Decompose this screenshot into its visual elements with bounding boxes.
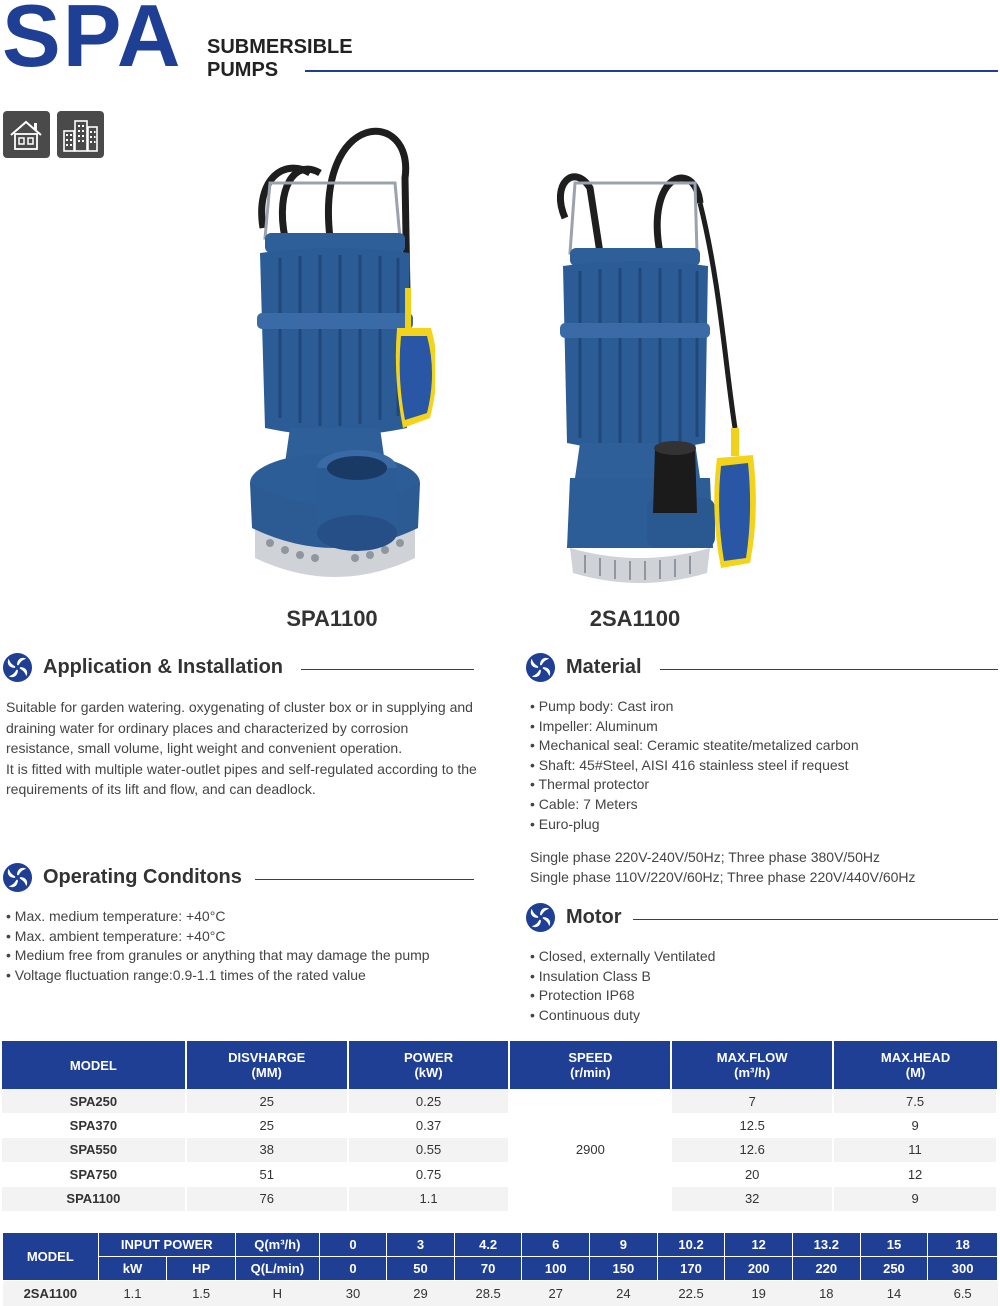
head-value-cell: 22.5 xyxy=(657,1281,725,1306)
header-discharge: DISVHARGE (MM) xyxy=(186,1041,348,1089)
power-cell: 0.75 xyxy=(348,1162,510,1186)
q-lmin-value: 250 xyxy=(860,1257,928,1281)
head-cell: 12 xyxy=(833,1162,997,1186)
operating-list xyxy=(6,907,496,985)
q-lmin-value: 100 xyxy=(522,1257,590,1281)
head-value-cell: 27 xyxy=(522,1281,590,1306)
application-description xyxy=(6,697,478,800)
header-max-flow: MAX.FLOW (m³/h) xyxy=(671,1041,833,1089)
q-lmin-value: 300 xyxy=(928,1257,998,1281)
q-m3h-value: 10.2 xyxy=(657,1233,725,1257)
brand-title: SPA xyxy=(2,0,183,85)
q-lmin-value: 50 xyxy=(387,1257,455,1281)
head-value-cell: 29 xyxy=(387,1281,455,1306)
kw-cell: 1.1 xyxy=(98,1281,167,1306)
power-cell: 0.55 xyxy=(348,1138,510,1162)
perf-header-row-2 xyxy=(3,1257,998,1281)
list-item: • Pump body: Cast iron xyxy=(530,697,990,717)
subtitle-line-2: PUMPS xyxy=(207,59,279,81)
operating-heading xyxy=(2,862,242,893)
model-cell: SPA750 xyxy=(2,1162,186,1186)
head-cell: 9 xyxy=(833,1113,997,1137)
fan-icon xyxy=(525,902,556,933)
application-paragraph-1: Suitable for garden watering. oxygenating of cluster box or in supplying and draining water for ordinary places and characterized by corrosion resistance, small volume, light weight and convenient operation. xyxy=(6,699,473,757)
buildings-icon xyxy=(57,111,104,158)
perf-header-hp: HP xyxy=(167,1257,236,1281)
q-m3h-value: 12 xyxy=(725,1233,793,1257)
q-m3h-value: 3 xyxy=(387,1233,455,1257)
subtitle-line-1: SUBMERSIBLE xyxy=(207,36,353,58)
power-cell: 0.25 xyxy=(348,1089,510,1113)
power-cell: 1.1 xyxy=(348,1187,510,1211)
list-item: • Closed, externally Ventilated xyxy=(530,947,990,967)
spec-table xyxy=(2,1041,998,1211)
voltage-line-1: Single phase 220V-240V/50Hz; Three phase 380V/50Hz xyxy=(530,849,880,865)
list-item: • Mechanical seal: Ceramic steatite/metalized carbon xyxy=(530,736,990,756)
voltage-line-2: Single phase 110V/220V/60Hz; Three phase 220V/440V/60Hz xyxy=(530,869,916,885)
q-lmin-value: 170 xyxy=(657,1257,725,1281)
q-lmin-value: 220 xyxy=(792,1257,860,1281)
head-cell: 11 xyxy=(833,1138,997,1162)
house-icon xyxy=(3,111,50,158)
head-cell: 7.5 xyxy=(833,1089,997,1113)
model-cell: SPA250 xyxy=(2,1089,186,1113)
fan-icon xyxy=(2,862,33,893)
perf-header-input-power: INPUT POWER xyxy=(98,1233,235,1257)
q-lmin-value: 70 xyxy=(454,1257,522,1281)
list-item: • Insulation Class B xyxy=(530,967,990,987)
motor-heading xyxy=(525,902,622,933)
material-list xyxy=(530,697,990,834)
q-lmin-value: 200 xyxy=(725,1257,793,1281)
header-power: POWER (kW) xyxy=(348,1041,510,1089)
head-label-cell: H xyxy=(235,1281,319,1306)
model-cell: SPA550 xyxy=(2,1138,186,1162)
head-value-cell: 30 xyxy=(319,1281,387,1306)
list-item: • Thermal protector xyxy=(530,775,990,795)
flow-cell: 20 xyxy=(671,1162,833,1186)
product-subtitle xyxy=(207,36,353,82)
pump-spa1100-label: SPA1100 xyxy=(286,606,378,631)
list-item: • Protection IP68 xyxy=(530,986,990,1006)
list-item: • Voltage fluctuation range:0.9-1.1 times of the rated value xyxy=(6,966,496,986)
power-cell: 0.37 xyxy=(348,1113,510,1137)
header-model: MODEL xyxy=(2,1041,186,1089)
list-item: • Euro-plug xyxy=(530,815,990,835)
operating-title: Operating Conditons xyxy=(43,866,242,888)
material-title: Material xyxy=(566,656,642,678)
discharge-cell: 76 xyxy=(186,1187,348,1211)
q-lmin-value: 0 xyxy=(319,1257,387,1281)
application-paragraph-2: It is fitted with multiple water-outlet pipes and self-regulated according to the requirements of its lift and flow, and can deadlock. xyxy=(6,760,477,798)
fan-icon xyxy=(525,652,556,683)
model-cell: SPA1100 xyxy=(2,1187,186,1211)
application-title: Application & Installation xyxy=(43,656,284,678)
perf-header-q-m3h: Q(m³/h) xyxy=(235,1233,319,1257)
flow-cell: 12.5 xyxy=(671,1113,833,1137)
list-item: • Impeller: Aluminum xyxy=(530,717,990,737)
perf-header-row-1 xyxy=(3,1233,998,1257)
flow-cell: 32 xyxy=(671,1187,833,1211)
list-item: • Medium free from granules or anything that may damage the pump xyxy=(6,946,496,966)
table-row xyxy=(2,1162,997,1186)
q-m3h-value: 6 xyxy=(522,1233,590,1257)
pump-spa1100-image xyxy=(235,118,435,590)
material-divider xyxy=(660,669,998,670)
list-item: • Shaft: 45#Steel, AISI 416 stainless steel if request xyxy=(530,756,990,776)
flow-cell: 7 xyxy=(671,1089,833,1113)
head-value-cell: 14 xyxy=(860,1281,928,1306)
head-value-cell: 18 xyxy=(792,1281,860,1306)
hp-cell: 1.5 xyxy=(167,1281,236,1306)
discharge-cell: 38 xyxy=(186,1138,348,1162)
flow-cell: 12.6 xyxy=(671,1138,833,1162)
list-item: • Max. ambient temperature: +40°C xyxy=(6,927,496,947)
q-m3h-value: 9 xyxy=(590,1233,658,1257)
head-value-cell: 19 xyxy=(725,1281,793,1306)
motor-title: Motor xyxy=(566,906,622,928)
table-row xyxy=(2,1089,997,1113)
list-item: • Cable: 7 Meters xyxy=(530,795,990,815)
title-divider xyxy=(305,70,998,72)
application-heading xyxy=(2,652,283,683)
fan-icon xyxy=(2,652,33,683)
discharge-cell: 25 xyxy=(186,1113,348,1137)
pump-2sa1100-image xyxy=(545,163,760,588)
perf-header-model: MODEL xyxy=(3,1233,99,1281)
head-value-cell: 6.5 xyxy=(928,1281,998,1306)
discharge-cell: 25 xyxy=(186,1089,348,1113)
motor-divider xyxy=(633,919,998,920)
model-cell: 2SA1100 xyxy=(3,1281,99,1306)
header-speed: SPEED (r/min) xyxy=(509,1041,671,1089)
voltage-info xyxy=(530,847,990,887)
list-item: • Continuous duty xyxy=(530,1006,990,1026)
list-item: • Max. medium temperature: +40°C xyxy=(6,907,496,927)
header-max-head: MAX.HEAD (M) xyxy=(833,1041,997,1089)
table-row xyxy=(2,1138,997,1162)
pump-2sa1100-label: 2SA1100 xyxy=(589,606,681,631)
perf-header-q-lmin: Q(L/min) xyxy=(235,1257,319,1281)
table-row xyxy=(2,1113,997,1137)
model-cell: SPA370 xyxy=(2,1113,186,1137)
discharge-cell: 51 xyxy=(186,1162,348,1186)
operating-divider xyxy=(255,879,474,880)
q-m3h-value: 15 xyxy=(860,1233,928,1257)
q-m3h-value: 18 xyxy=(928,1233,998,1257)
material-heading xyxy=(525,652,642,683)
performance-table xyxy=(2,1232,998,1306)
head-value-cell: 24 xyxy=(590,1281,658,1306)
q-m3h-value: 4.2 xyxy=(454,1233,522,1257)
q-lmin-value: 150 xyxy=(590,1257,658,1281)
speed-cell: 2900 xyxy=(509,1089,671,1211)
application-divider xyxy=(301,669,474,670)
table-row xyxy=(2,1187,997,1211)
q-m3h-value: 13.2 xyxy=(792,1233,860,1257)
head-cell: 9 xyxy=(833,1187,997,1211)
q-m3h-value: 0 xyxy=(319,1233,387,1257)
perf-header-kw: kW xyxy=(98,1257,167,1281)
head-value-cell: 28.5 xyxy=(454,1281,522,1306)
spec-header-row xyxy=(2,1041,997,1089)
motor-list xyxy=(530,947,990,1025)
table-row xyxy=(3,1281,998,1306)
